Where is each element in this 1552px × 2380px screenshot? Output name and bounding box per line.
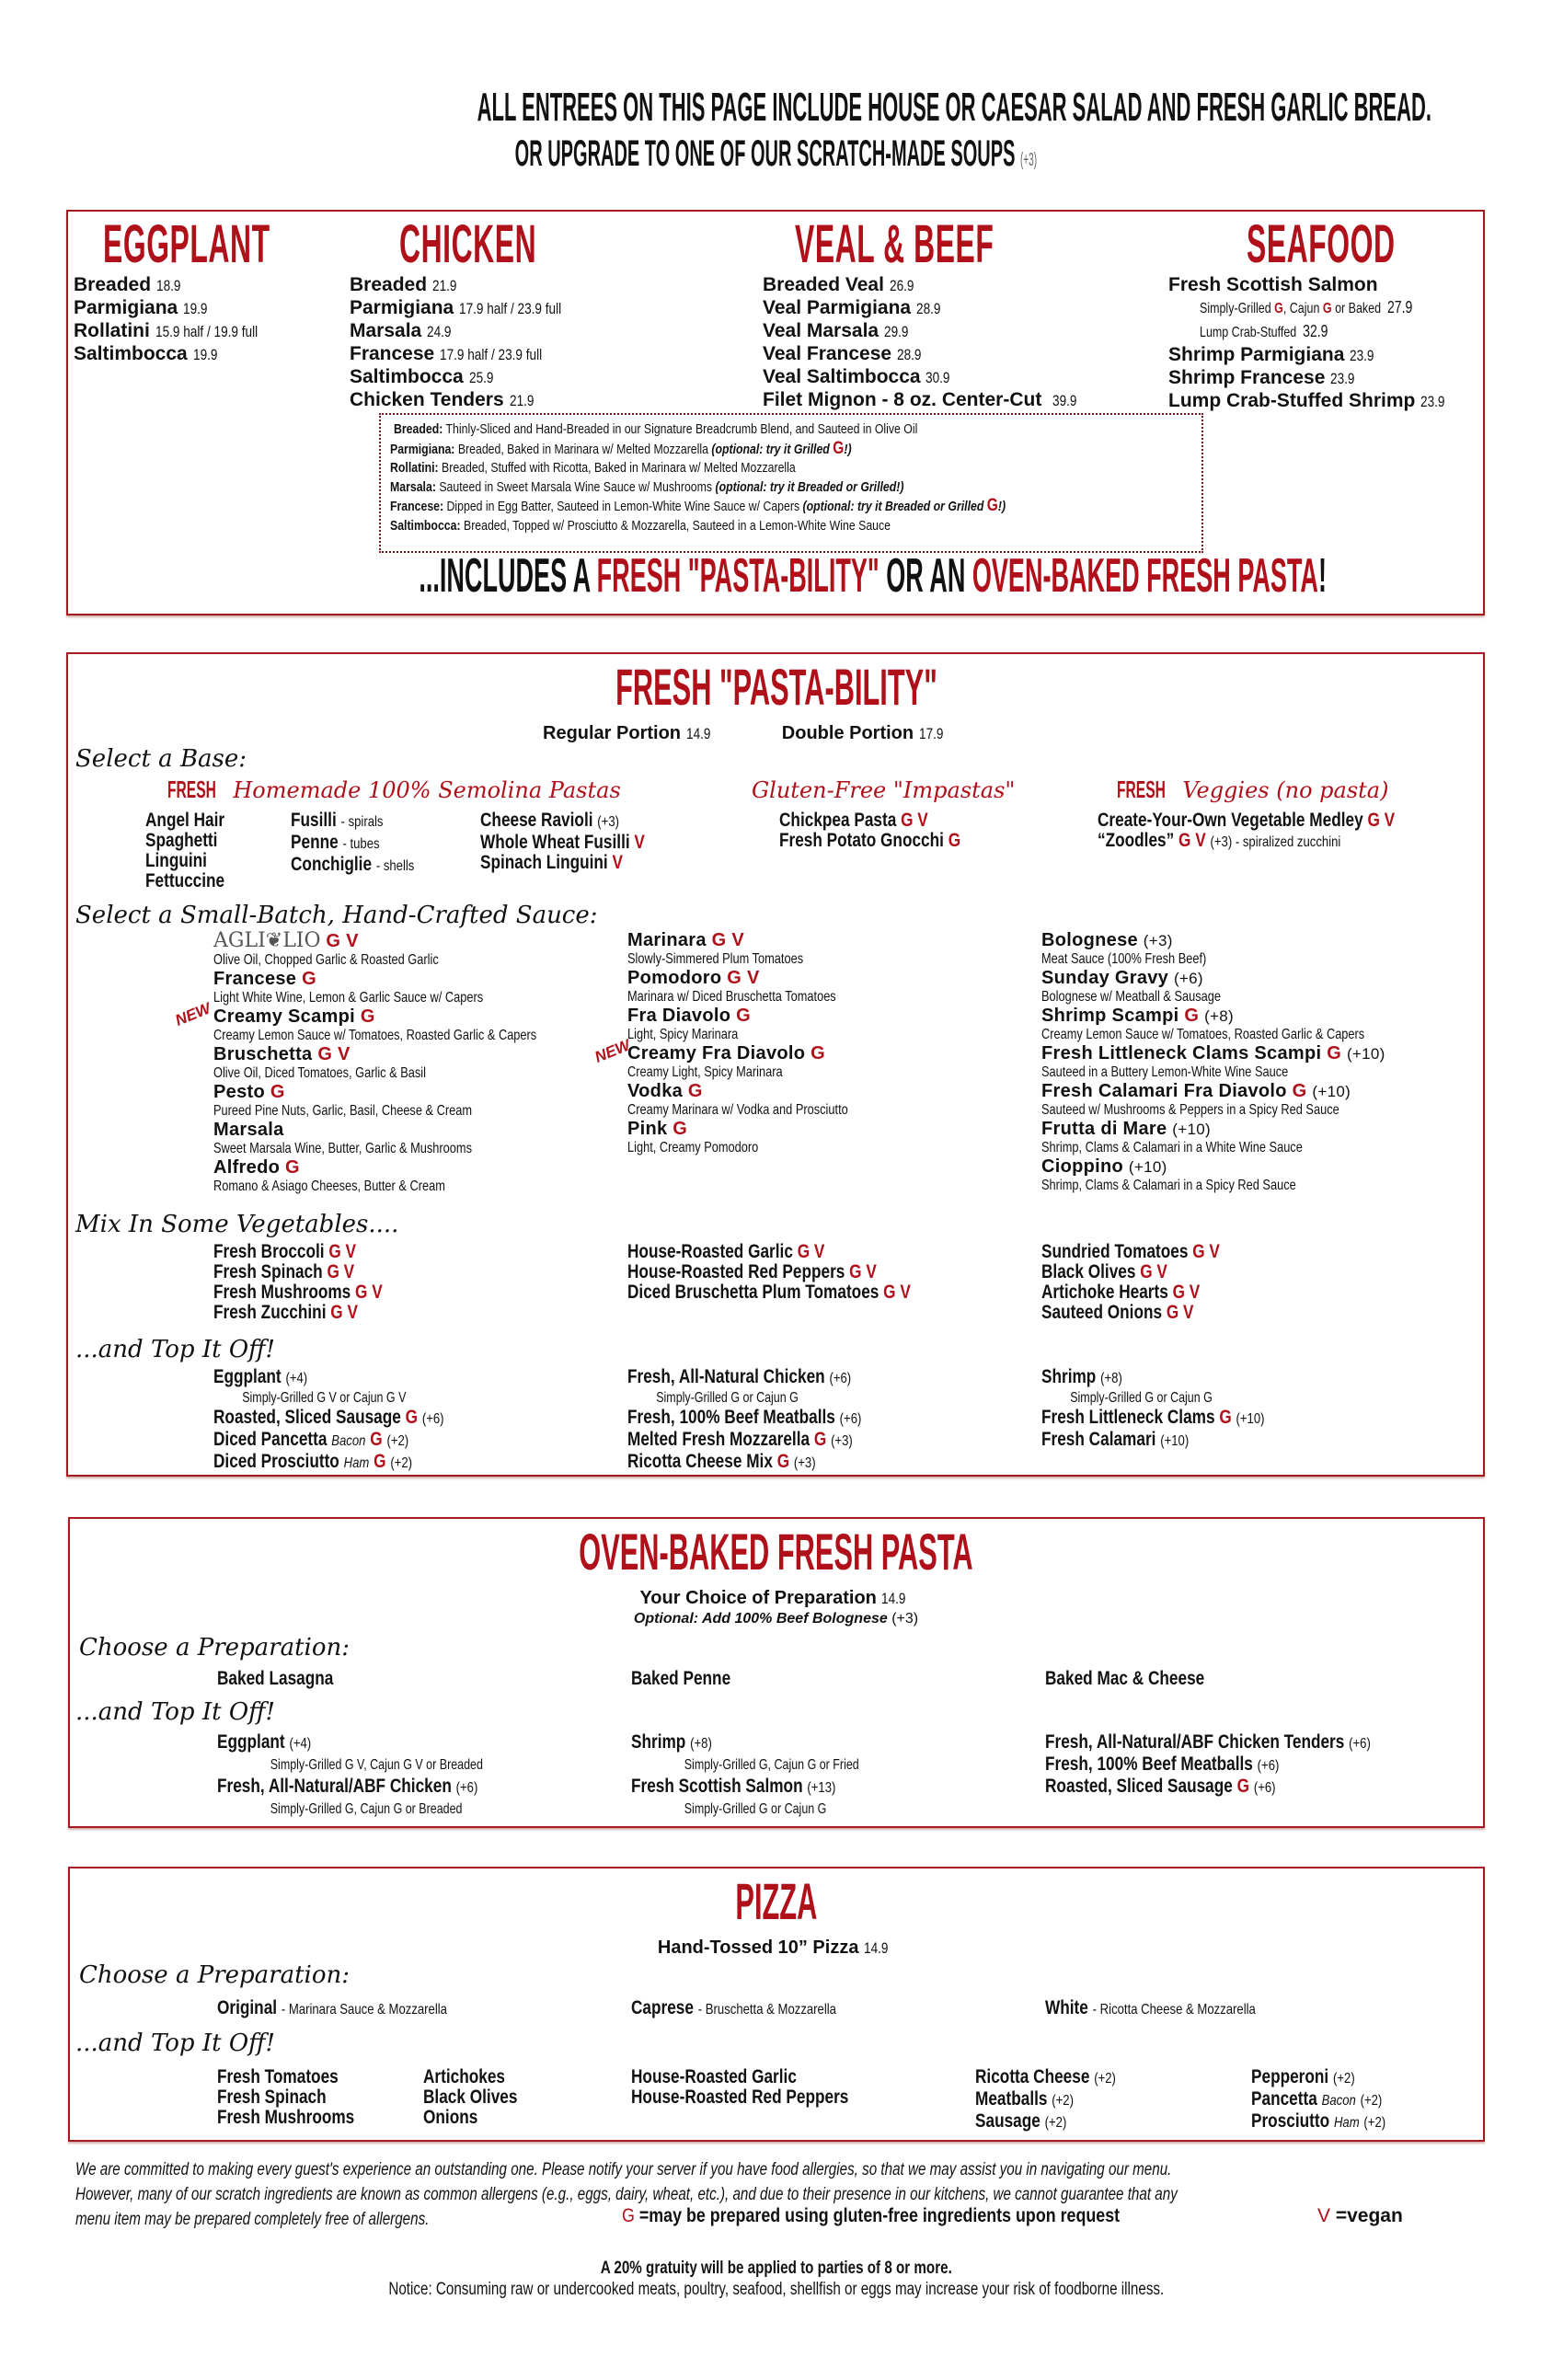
topping-sub: Simply-Grilled G or Cajun G bbox=[656, 1390, 799, 1406]
top-col-2 bbox=[627, 1367, 913, 1474]
base-option[interactable]: Angel Hair bbox=[145, 810, 225, 831]
topping-option[interactable]: Eggplant (+4) bbox=[213, 1366, 308, 1387]
menu-item: Lump Crab-Stuffed Shrimp 23.9 bbox=[1168, 390, 1445, 411]
menu-item: Marsala 24.9 bbox=[350, 320, 452, 341]
chicken-list bbox=[350, 274, 587, 412]
bases-veggies bbox=[1098, 811, 1460, 853]
header-line-2 bbox=[0, 133, 1552, 175]
sauce-item[interactable]: Cioppino (+10) Shrimp, Clams & Calamari in a Spicy Red Sauce bbox=[1041, 1156, 1296, 1193]
sauces-col-2 bbox=[592, 930, 903, 1157]
portion-prices bbox=[543, 723, 949, 744]
select-base-heading: Select a Base: bbox=[75, 745, 247, 773]
header-line-2-text bbox=[515, 133, 1037, 175]
oven-toppings-heading: ...and Top It Off! bbox=[75, 1698, 276, 1726]
header-line-2-label: OR UPGRADE TO ONE OF OUR SCRATCH-MADE SOUPS bbox=[514, 133, 1016, 174]
topping-option[interactable]: Fresh, All-Natural Chicken (+6) bbox=[627, 1366, 852, 1387]
topping-option[interactable]: Fresh Scottish Salmon (+13) bbox=[631, 1776, 836, 1797]
base-option[interactable]: Spinach Linguini V bbox=[480, 852, 624, 873]
sauce-item[interactable]: Fra Diavolo G Light, Spicy Marinara bbox=[627, 1006, 751, 1042]
topping-option[interactable]: Pepperoni (+2) bbox=[1251, 2066, 1355, 2087]
topping-option[interactable]: Diced Pancetta Bacon G (+2) bbox=[213, 1429, 409, 1450]
topping-option[interactable]: Black Olives bbox=[423, 2087, 518, 2108]
veg-option[interactable]: House-Roasted Red Peppers G V bbox=[627, 1261, 877, 1282]
sauce-item[interactable]: Francese G Light White Wine, Lemon & Garlic Sauce w/ Capers bbox=[213, 969, 484, 1006]
pizza-prep-original[interactable]: Original - Marinara Sauce & Mozzarella bbox=[217, 1997, 447, 2018]
topping-option[interactable]: Shrimp (+8) bbox=[1041, 1366, 1122, 1387]
base-option[interactable]: Spaghetti bbox=[145, 830, 218, 851]
menu-item: Fresh Scottish Salmon bbox=[1168, 274, 1378, 295]
sauce-item[interactable]: NEW Creamy Scampi G Creamy Lemon Sauce w/ Tomatoes, Roasted Garlic & Capers bbox=[172, 999, 537, 1043]
sauce-item[interactable]: Vodka G Creamy Marinara w/ Vodka and Prosciutto bbox=[627, 1081, 848, 1118]
topping-option[interactable]: Fresh, 100% Beef Meatballs (+6) bbox=[1045, 1753, 1280, 1775]
topping-option[interactable]: Shrimp (+8) bbox=[631, 1731, 712, 1753]
prep-option-lasagna[interactable]: Baked Lasagna bbox=[217, 1668, 334, 1689]
base-option[interactable]: Conchiglie - shells bbox=[291, 854, 415, 875]
base-group-veggies: FRESH Veggies (no pasta) bbox=[1117, 776, 1389, 803]
topping-option[interactable]: Diced Prosciutto Ham G (+2) bbox=[213, 1451, 413, 1472]
pizza-top-col-3 bbox=[631, 2067, 896, 2108]
veg-option[interactable]: Fresh Broccoli G V bbox=[213, 1241, 357, 1262]
topping-option[interactable]: Fresh, 100% Beef Meatballs (+6) bbox=[627, 1407, 862, 1428]
pizza-top-col-2 bbox=[423, 2067, 538, 2128]
menu-item: Rollatini 15.9 half / 19.9 full bbox=[74, 320, 258, 341]
pizza-top-col-4 bbox=[975, 2067, 1146, 2133]
definition-row: Marsala: Sauteed in Sweet Marsala Wine Sauce w/ Mushrooms (optional: try it Breaded or Grilled!) bbox=[390, 478, 904, 495]
sauce-item[interactable]: NEW Creamy Fra Diavolo G Creamy Light, Spicy Marinara bbox=[592, 1036, 825, 1080]
sauce-item[interactable]: Fresh Calamari Fra Diavolo G (+10) Sauteed w/ Mushrooms & Peppers in a Spicy Red Sauce bbox=[1041, 1081, 1351, 1118]
base-option[interactable]: Cheese Ravioli (+3) bbox=[480, 810, 620, 831]
menu-item: Saltimbocca 19.9 bbox=[74, 343, 218, 364]
menu-item: Chicken Tenders 21.9 bbox=[350, 389, 534, 410]
definition-row: Breaded: Thinly-Sliced and Hand-Breaded in our Signature Breadcrumb Blend, and Sauteed in Olive Oil bbox=[394, 421, 918, 437]
gratuity-notice: A 20% gratuity will be applied to parties of 8 or more. bbox=[600, 2259, 952, 2278]
veg-option[interactable]: House-Roasted Garlic G V bbox=[627, 1241, 825, 1262]
prep-option-penne[interactable]: Baked Penne bbox=[631, 1668, 731, 1689]
topping-option[interactable]: House-Roasted Red Peppers bbox=[631, 2087, 849, 2108]
sauce-item[interactable]: Pesto G Pureed Pine Nuts, Garlic, Basil, Cheese & Cream bbox=[213, 1082, 473, 1119]
legend-vegan: V =vegan bbox=[1317, 2205, 1403, 2226]
regular-portion-label: Regular Portion bbox=[543, 723, 682, 743]
includes-mid: OR AN bbox=[886, 549, 966, 603]
menu-item: Shrimp Parmigiana 23.9 bbox=[1168, 344, 1374, 365]
topping-sub: Simply-Grilled G, Cajun G or Breaded bbox=[270, 1801, 463, 1817]
sauces-col-3 bbox=[1041, 931, 1445, 1195]
includes-end: ! bbox=[1317, 549, 1327, 603]
menu-item: Veal Francese 28.9 bbox=[763, 343, 922, 364]
menu-item-sub: Simply-Grilled G, Cajun G or Baked 27.9 bbox=[1200, 298, 1413, 316]
includes-pastability: FRESH "PASTA-BILITY" bbox=[596, 549, 879, 603]
base-group-semolina: FRESH Homemade 100% Semolina Pastas bbox=[167, 776, 621, 803]
veg-col-3 bbox=[1041, 1242, 1259, 1323]
topping-option[interactable]: Meatballs (+2) bbox=[975, 2088, 1074, 2110]
topping-option[interactable]: Fresh, All-Natural/ABF Chicken (+6) bbox=[217, 1776, 478, 1797]
eggplant-list bbox=[74, 274, 283, 366]
preparation-definitions bbox=[379, 413, 1203, 553]
topping-option[interactable]: Fresh Mushrooms bbox=[217, 2107, 355, 2128]
veg-option[interactable]: Sauteed Onions G V bbox=[1041, 1302, 1194, 1323]
oven-top-col-2 bbox=[631, 1732, 924, 1821]
veal-beef-list bbox=[763, 274, 1083, 412]
pizza-price-line: Hand-Tossed 10” Pizza 14.9 bbox=[657, 1937, 889, 1958]
base-option[interactable]: Fettuccine bbox=[145, 870, 225, 891]
legend-gluten-free: G =may be prepared using gluten-free ingredients upon request bbox=[622, 2205, 1121, 2226]
sauce-item[interactable]: Frutta di Mare (+10) Shrimp, Clams & Calamari in a White Wine Sauce bbox=[1041, 1119, 1303, 1156]
seafood-list bbox=[1168, 274, 1473, 413]
oven-prep-heading: Choose a Preparation: bbox=[79, 1634, 351, 1661]
new-badge: NEW bbox=[592, 1036, 633, 1066]
topping-option[interactable]: Melted Fresh Mozzarella G (+3) bbox=[627, 1429, 853, 1450]
base-option[interactable]: Penne - tubes bbox=[291, 832, 380, 853]
prep-option-mac-cheese[interactable]: Baked Mac & Cheese bbox=[1045, 1668, 1205, 1689]
menu-item: Breaded 18.9 bbox=[74, 274, 181, 295]
bases-gluten-free bbox=[779, 811, 1000, 851]
topping-sub: Simply-Grilled G or Cajun G bbox=[1070, 1390, 1213, 1406]
allergy-line-2: However, many of our scratch ingredients are known as common allergens (e.g., eggs, dairy, wheat, etc.), and due to their presence in our kitchens, we cannot guarantee that any bbox=[75, 2185, 1178, 2204]
sauce-item[interactable]: Marsala Sweet Marsala Wine, Butter, Garlic & Mushrooms bbox=[213, 1120, 472, 1156]
sauce-item[interactable]: Pomodoro G V Marinara w/ Diced Bruschetta Tomatoes bbox=[627, 968, 836, 1005]
oven-baked-optional: Optional: Add 100% Beef Bolognese (+3) bbox=[633, 1611, 919, 1627]
pizza-prep-caprese[interactable]: Caprese - Bruschetta & Mozzarella bbox=[631, 1997, 836, 2018]
topping-option[interactable]: Roasted, Sliced Sausage G (+6) bbox=[213, 1407, 444, 1428]
topping-option[interactable]: Fresh Calamari (+10) bbox=[1041, 1429, 1190, 1450]
menu-item: Francese 17.9 half / 23.9 full bbox=[350, 343, 543, 364]
sauce-item[interactable]: Bolognese (+3) Meat Sauce (100% Fresh Beef) bbox=[1041, 930, 1207, 967]
bases-col-2 bbox=[291, 811, 442, 877]
menu-item: Breaded Veal 26.9 bbox=[763, 274, 914, 295]
menu-item: Veal Parmigiana 28.9 bbox=[763, 297, 941, 318]
top-col-1 bbox=[213, 1367, 495, 1474]
pizza-top-col-5 bbox=[1251, 2067, 1415, 2133]
sauce-item[interactable]: Bruschetta G V Olive Oil, Diced Tomatoes, Garlic & Basil bbox=[213, 1044, 426, 1081]
vegetables-heading: Mix In Some Vegetables.... bbox=[75, 1211, 399, 1238]
double-portion-price: 17.9 bbox=[918, 725, 944, 742]
new-badge: NEW bbox=[172, 999, 213, 1029]
sauce-item[interactable]: Sunday Gravy (+6) Bolognese w/ Meatball & Sausage bbox=[1041, 968, 1221, 1005]
base-option[interactable]: Fusilli - spirals bbox=[291, 810, 384, 831]
toppings-heading: ...and Top It Off! bbox=[75, 1336, 276, 1363]
menu-item: Parmigiana 17.9 half / 23.9 full bbox=[350, 297, 562, 318]
sauce-item[interactable]: Pink G Light, Creamy Pomodoro bbox=[627, 1119, 759, 1156]
topping-option[interactable]: Ricotta Cheese (+2) bbox=[975, 2066, 1116, 2087]
menu-item: Breaded 21.9 bbox=[350, 274, 457, 295]
definition-row: Rollatini: Breaded, Stuffed with Ricotta, Baked in Marinara w/ Melted Mozzarella bbox=[390, 460, 796, 476]
definition-row: Parmigiana: Breaded, Baked in Marinara w/ Melted Mozzarella (optional: try it Grilled G!) bbox=[390, 438, 852, 458]
soup-upgrade-price: (+3) bbox=[1020, 150, 1038, 170]
topping-option[interactable]: Fresh Tomatoes bbox=[217, 2066, 339, 2087]
pizza-prep-white[interactable]: White - Ricotta Cheese & Mozzarella bbox=[1045, 1997, 1256, 2018]
sauces-col-1 bbox=[172, 929, 617, 1196]
menu-item: Veal Marsala 29.9 bbox=[763, 320, 909, 341]
base-option[interactable]: Whole Wheat Fusilli V bbox=[480, 832, 645, 853]
topping-option[interactable]: Roasted, Sliced Sausage G (+6) bbox=[1045, 1776, 1276, 1797]
base-option[interactable]: Create-Your-Own Vegetable Medley G V bbox=[1098, 810, 1396, 831]
pizza-title: PIZZA bbox=[735, 1872, 817, 1930]
topping-option[interactable]: Eggplant (+4) bbox=[217, 1731, 312, 1753]
topping-option[interactable]: Fresh Littleneck Clams G (+10) bbox=[1041, 1407, 1265, 1428]
category-title-veal-beef: VEAL & BEEF bbox=[795, 214, 994, 274]
sauce-item[interactable]: Marinara G V Slowly-Simmered Plum Tomatoes bbox=[627, 930, 804, 967]
definition-row: Francese: Dipped in Egg Batter, Sauteed in Lemon-White Wine Sauce w/ Capers (optional: try it Breaded or Grilled G!) bbox=[390, 496, 1006, 515]
menu-item: Filet Mignon - 8 oz. Center-Cut 39.9 bbox=[763, 389, 1077, 410]
base-group-gluten-free: Gluten-Free "Impastas" bbox=[752, 777, 1016, 803]
topping-option[interactable]: House-Roasted Garlic bbox=[631, 2066, 797, 2087]
menu-item: Parmigiana 19.9 bbox=[74, 297, 208, 318]
base-option[interactable]: Fresh Potato Gnocchi G bbox=[779, 830, 961, 851]
sauce-item[interactable]: AGLI❦LIO G V Olive Oil, Chopped Garlic & Roasted Garlic bbox=[213, 929, 439, 968]
veg-option[interactable]: Black Olives G V bbox=[1041, 1261, 1167, 1282]
oven-baked-choice: Your Choice of Preparation 14.9 bbox=[639, 1588, 906, 1608]
top-col-3 bbox=[1041, 1367, 1314, 1452]
includes-prefix: ...INCLUDES A bbox=[419, 549, 591, 603]
base-option[interactable]: Chickpea Pasta G V bbox=[779, 810, 928, 831]
header-line-1 bbox=[0, 85, 1552, 131]
regular-portion-price: 14.9 bbox=[685, 725, 711, 742]
topping-option[interactable]: Prosciutto Ham (+2) bbox=[1251, 2110, 1386, 2132]
topping-option[interactable]: Pancetta Bacon (+2) bbox=[1251, 2088, 1383, 2110]
topping-option[interactable]: Fresh Spinach bbox=[217, 2087, 327, 2108]
base-option[interactable]: Linguini bbox=[145, 850, 207, 871]
topping-sub: Simply-Grilled G V, Cajun G V or Breaded bbox=[270, 1757, 483, 1773]
veg-option[interactable]: Sundried Tomatoes G V bbox=[1041, 1241, 1220, 1262]
topping-sub: Simply-Grilled G, Cajun G or Fried bbox=[684, 1757, 859, 1773]
allergy-line-1: We are committed to making every guest's experience an outstanding one. Please notify your server if you have food allergies, so that we may assist you in navigating our menu. bbox=[75, 2160, 1172, 2179]
category-title-chicken: CHICKEN bbox=[399, 214, 537, 274]
pastability-title: FRESH "PASTA-BILITY" bbox=[615, 658, 937, 716]
base-option[interactable]: “Zoodles” G V (+3) - spiralized zucchini bbox=[1098, 830, 1341, 851]
topping-sub: Simply-Grilled G V or Cajun G V bbox=[242, 1390, 407, 1406]
sauce-item[interactable]: Fresh Littleneck Clams Scampi G (+10) Sauteed in a Buttery Lemon-White Wine Sauce bbox=[1041, 1043, 1385, 1080]
pizza-top-col-1 bbox=[217, 2067, 385, 2128]
veg-option[interactable]: Fresh Spinach G V bbox=[213, 1261, 355, 1282]
bases-col-3 bbox=[480, 811, 681, 873]
topping-option[interactable]: Fresh, All-Natural/ABF Chicken Tenders (+6) bbox=[1045, 1731, 1371, 1753]
veg-option[interactable]: Fresh Zucchini G V bbox=[213, 1302, 358, 1323]
veg-col-1 bbox=[213, 1242, 420, 1323]
includes-oven-baked: OVEN-BAKED FRESH PASTA bbox=[971, 549, 1318, 603]
veg-option[interactable]: Fresh Mushrooms G V bbox=[213, 1282, 383, 1303]
allergy-line-3: menu item may be prepared completely free of allergens. bbox=[75, 2210, 430, 2229]
veg-col-2 bbox=[627, 1242, 972, 1303]
double-portion-label: Double Portion bbox=[781, 723, 914, 743]
menu-item-sub: Lump Crab-Stuffed 32.9 bbox=[1200, 322, 1328, 340]
topping-option[interactable]: Ricotta Cheese Mix G (+3) bbox=[627, 1451, 816, 1472]
includes-banner bbox=[0, 548, 1552, 604]
topping-option[interactable]: Artichokes bbox=[423, 2066, 506, 2087]
oven-baked-title: OVEN-BAKED FRESH PASTA bbox=[579, 1523, 973, 1581]
topping-option[interactable]: Sausage (+2) bbox=[975, 2110, 1067, 2132]
category-title-eggplant: EGGPLANT bbox=[103, 214, 270, 274]
definition-row: Saltimbocca: Breaded, Topped w/ Prosciutto & Mozzarella, Sauteed in a Lemon-White Wine Sauce bbox=[390, 517, 891, 534]
topping-option[interactable]: Onions bbox=[423, 2107, 478, 2128]
select-sauce-heading: Select a Small-Batch, Hand-Crafted Sauce: bbox=[75, 902, 598, 929]
veg-option[interactable]: Artichoke Hearts G V bbox=[1041, 1282, 1201, 1303]
bases-col-1 bbox=[145, 811, 242, 891]
menu-item: Shrimp Francese 23.9 bbox=[1168, 367, 1355, 388]
oven-top-col-3 bbox=[1045, 1732, 1443, 1799]
menu-item: Veal Saltimbocca 30.9 bbox=[763, 366, 950, 387]
sauce-item[interactable]: Alfredo G Romano & Asiago Cheeses, Butter & Cream bbox=[213, 1157, 445, 1194]
sauce-item[interactable]: Shrimp Scampi G (+8) Creamy Lemon Sauce w/ Tomatoes, Roasted Garlic & Capers bbox=[1041, 1006, 1365, 1042]
foodborne-notice: Notice: Consuming raw or undercooked meats, poultry, seafood, shellfish or eggs may increase your risk of foodborne illness. bbox=[388, 2280, 1164, 2299]
header-line-1-text: ALL ENTREES ON THIS PAGE INCLUDE HOUSE OR CAESAR SALAD AND FRESH GARLIC BREAD. bbox=[477, 85, 1431, 130]
pizza-prep-heading: Choose a Preparation: bbox=[79, 1961, 351, 1989]
oven-top-col-1 bbox=[217, 1732, 558, 1821]
topping-sub: Simply-Grilled G or Cajun G bbox=[684, 1801, 827, 1817]
veg-option[interactable]: Diced Bruschetta Plum Tomatoes G V bbox=[627, 1282, 911, 1303]
pizza-toppings-heading: ...and Top It Off! bbox=[75, 2029, 276, 2057]
aglio-olio-logo: AGLI❦LIO bbox=[213, 929, 321, 952]
menu-item: Saltimbocca 25.9 bbox=[350, 366, 494, 387]
category-title-seafood: SEAFOOD bbox=[1247, 214, 1396, 274]
